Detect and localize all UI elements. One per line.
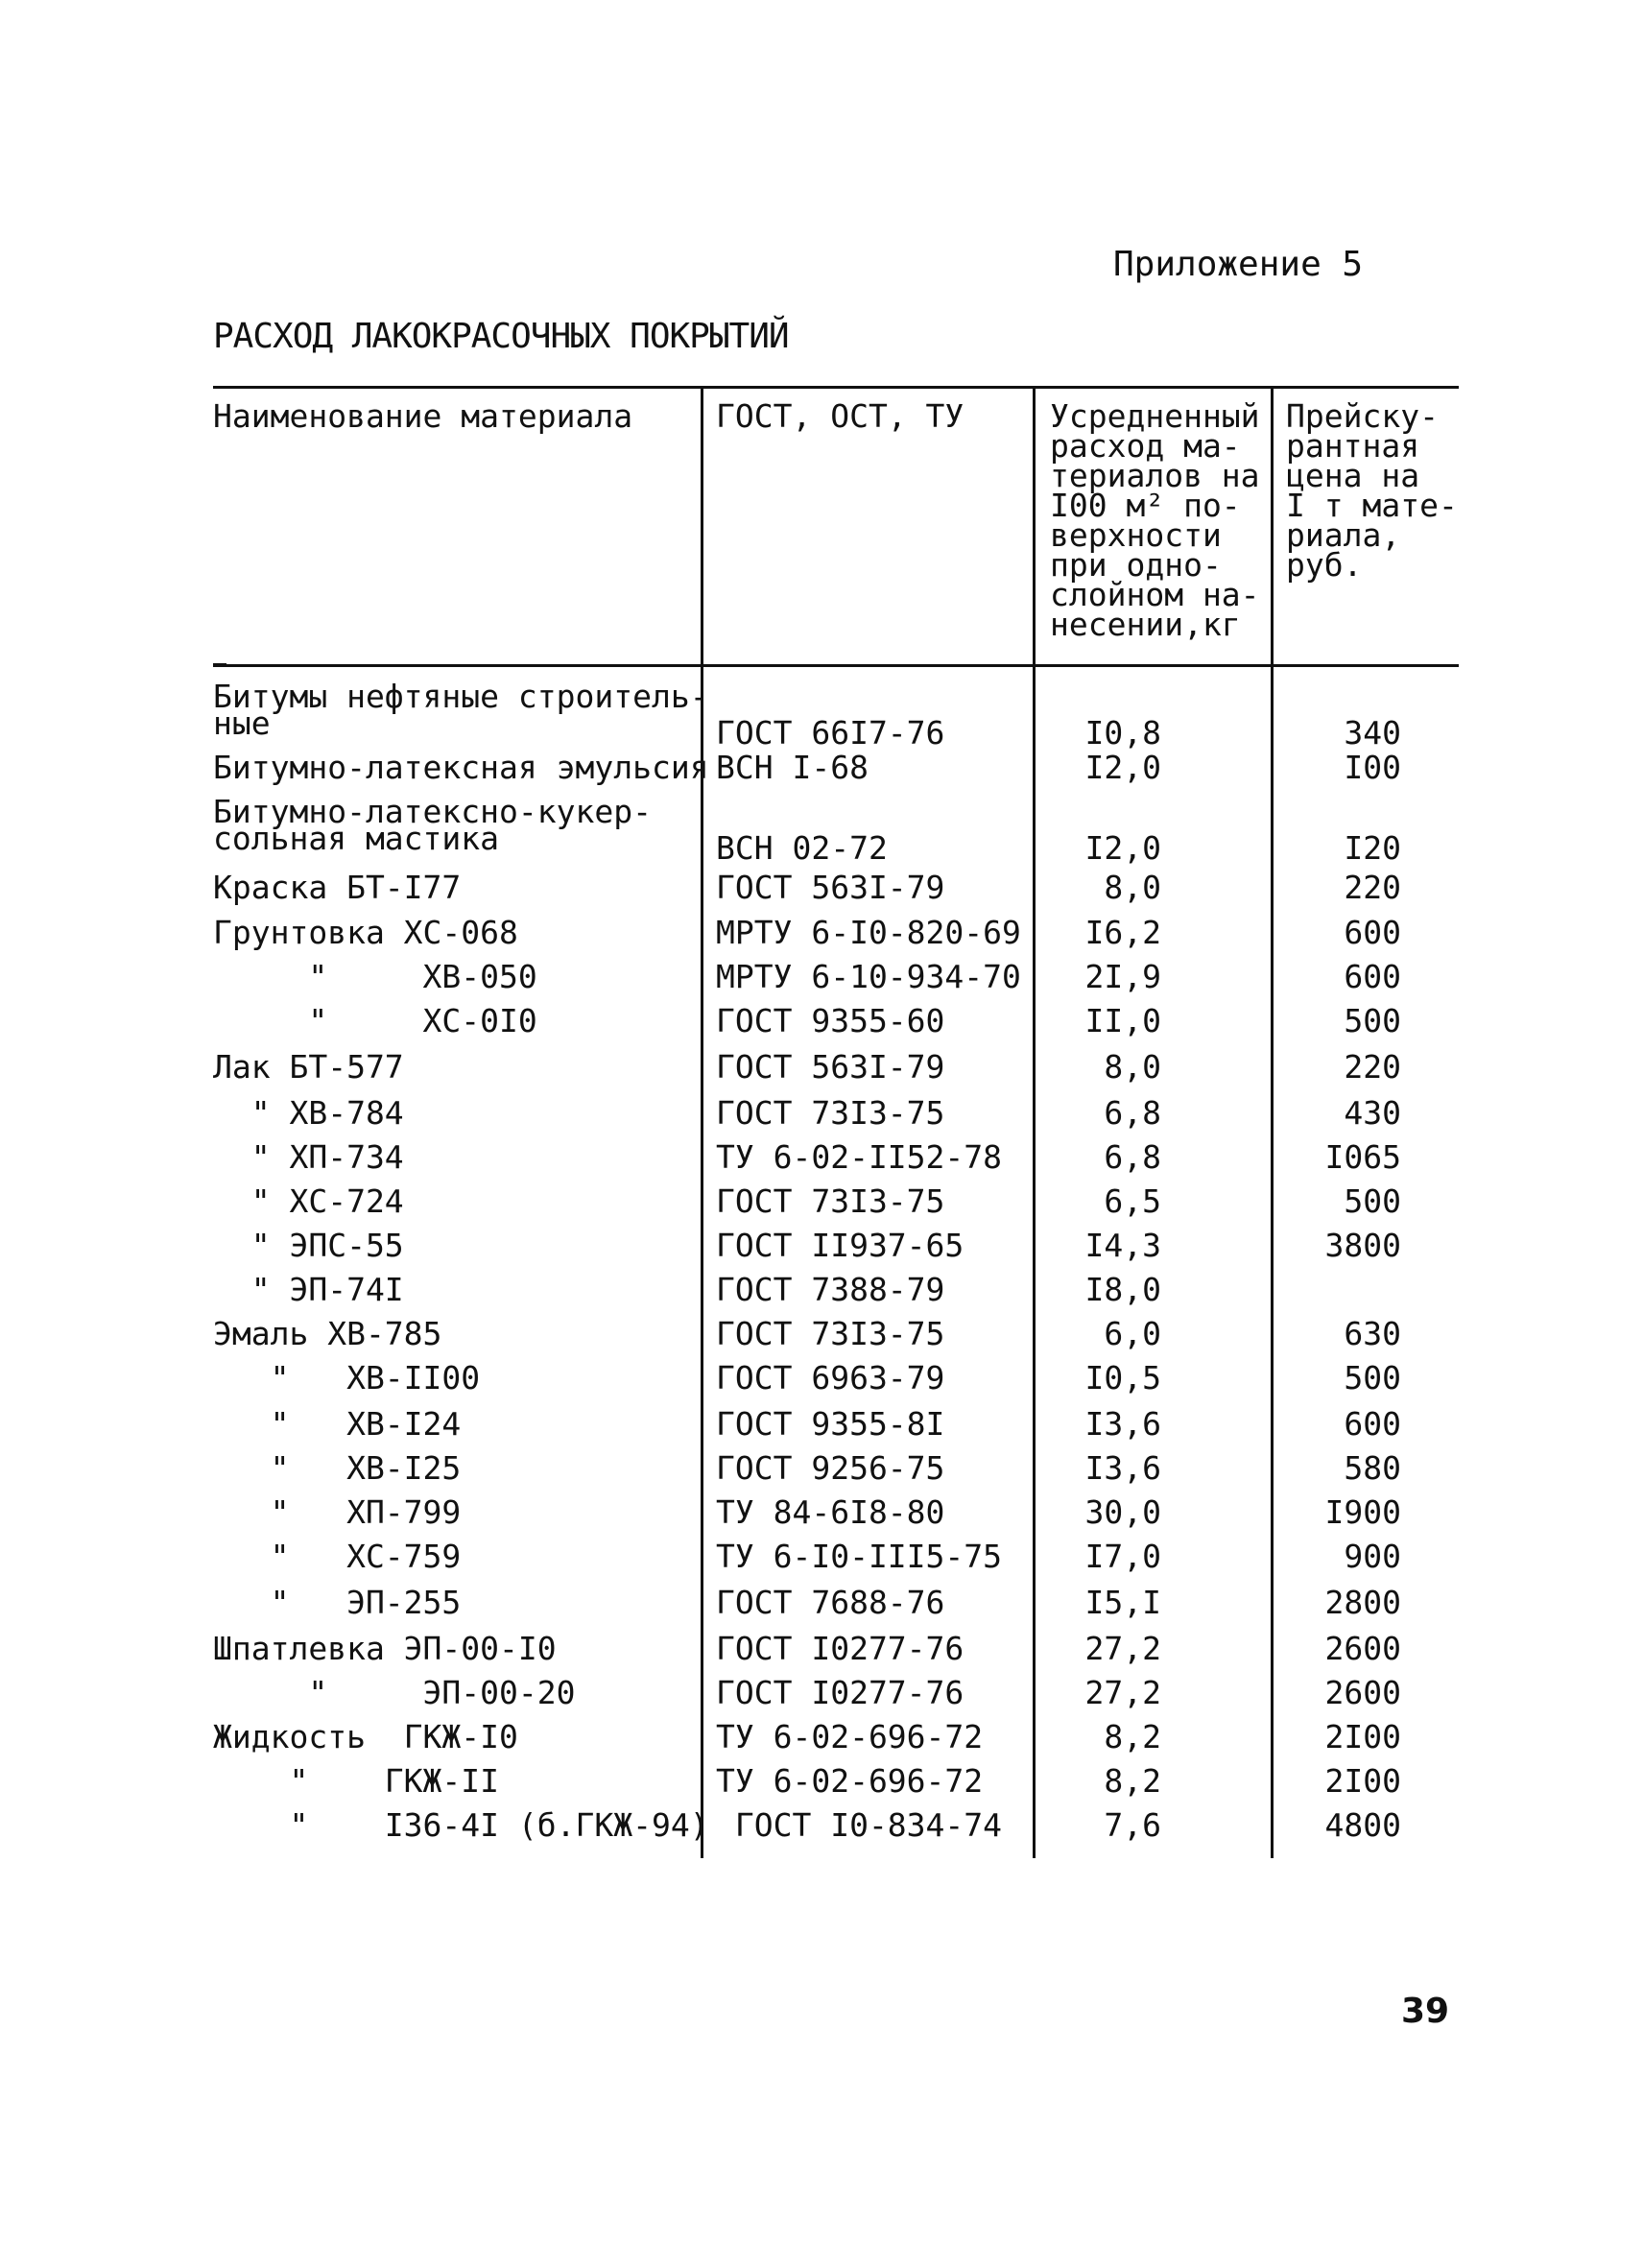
material-name: " I36-4I (б.ГКЖ-94)	[213, 1806, 709, 1844]
material-consumption: I3,6	[1084, 1405, 1161, 1443]
material-name: " ХП-799	[213, 1493, 462, 1531]
header-name: Наименование материала	[213, 397, 633, 435]
header-price: Прейску- рантная цена на I т мате- риала, руб.	[1286, 397, 1458, 584]
material-price: I900	[1324, 1493, 1401, 1531]
material-price: 2I00	[1324, 1718, 1401, 1755]
material-price: 2I00	[1324, 1762, 1401, 1800]
material-name: Битумы нефтяные строитель- ные	[213, 678, 709, 742]
material-standard: ГОСТ 9355-8I	[716, 1405, 945, 1443]
material-consumption: I7,0	[1084, 1538, 1161, 1575]
material-name: " ХС-724	[213, 1182, 404, 1220]
material-price: 2600	[1324, 1630, 1401, 1667]
material-consumption: 8,0	[1104, 1048, 1161, 1086]
material-price: 2800	[1324, 1584, 1401, 1621]
material-consumption: 30,0	[1084, 1493, 1161, 1531]
material-standard: ГОСТ I0277-76	[716, 1630, 964, 1667]
material-consumption: II,0	[1084, 1002, 1161, 1039]
material-consumption: 8,2	[1104, 1762, 1161, 1800]
material-price: 600	[1344, 958, 1401, 995]
material-name: " ХВ-I25	[213, 1449, 462, 1487]
material-standard: ГОСТ I0-834-74	[716, 1806, 1003, 1844]
material-name: " ХВ-II00	[213, 1359, 481, 1397]
material-consumption: 27,2	[1084, 1674, 1161, 1711]
material-name: " ГКЖ-II	[213, 1762, 500, 1800]
material-price: 220	[1344, 1048, 1401, 1086]
material-price: 4800	[1324, 1806, 1401, 1844]
material-name: Битумно-латексно-кукер- сольная мастика	[213, 793, 652, 857]
material-name: Жидкость ГКЖ-I0	[213, 1718, 518, 1755]
material-consumption: 6,8	[1104, 1138, 1161, 1176]
material-name: Эмаль ХВ-785	[213, 1315, 442, 1352]
material-name: " ЭПС-55	[213, 1227, 404, 1264]
material-standard: ВСН I-68	[716, 749, 869, 786]
material-standard: ТУ 84-6I8-80	[716, 1493, 945, 1531]
material-consumption: 27,2	[1084, 1630, 1161, 1667]
document-title: РАСХОД ЛАКОКРАСОЧНЫХ ПОКРЫТИЙ	[213, 317, 789, 356]
material-price: I00	[1344, 749, 1401, 786]
material-consumption: I8,0	[1084, 1271, 1161, 1308]
material-standard: ТУ 6-02-696-72	[716, 1762, 984, 1800]
column-divider-1	[701, 386, 703, 1858]
material-standard: ГОСТ 73I3-75	[716, 1182, 945, 1220]
material-standard: ГОСТ 7388-79	[716, 1271, 945, 1308]
material-standard: ГОСТ 73I3-75	[716, 1315, 945, 1352]
material-price: 900	[1344, 1538, 1401, 1575]
material-price: 580	[1344, 1449, 1401, 1487]
material-standard: ГОСТ 7688-76	[716, 1584, 945, 1621]
material-price: I065	[1324, 1138, 1401, 1176]
material-standard: ГОСТ 9355-60	[716, 1002, 945, 1039]
appendix-label: Приложение 5	[1113, 245, 1364, 284]
material-consumption: I4,3	[1084, 1227, 1161, 1264]
material-price: I20	[1344, 829, 1401, 867]
material-consumption: 6,5	[1104, 1182, 1161, 1220]
material-name: Грунтовка ХС-068	[213, 914, 518, 951]
material-standard: ГОСТ 563I-79	[716, 1048, 945, 1086]
material-consumption: I2,0	[1084, 749, 1161, 786]
column-divider-2	[1033, 386, 1036, 1858]
material-price: 500	[1344, 1182, 1401, 1220]
material-name: Битумно-латексная эмульсия	[213, 749, 709, 786]
material-name: " ХВ-050	[213, 958, 537, 995]
material-name: " ХВ-784	[213, 1094, 404, 1132]
material-standard: ГОСТ II937-65	[716, 1227, 964, 1264]
header-rule-tick	[213, 663, 226, 667]
material-standard: ТУ 6-02-696-72	[716, 1718, 984, 1755]
material-consumption: 7,6	[1104, 1806, 1161, 1844]
material-consumption: 6,8	[1104, 1094, 1161, 1132]
material-consumption: 8,2	[1104, 1718, 1161, 1755]
material-price: 430	[1344, 1094, 1401, 1132]
material-price: 220	[1344, 869, 1401, 906]
material-consumption: 6,0	[1104, 1315, 1161, 1352]
material-standard: МРТУ 6-10-934-70	[716, 958, 1021, 995]
material-standard: ГОСТ 66I7-76	[716, 714, 945, 752]
material-consumption: I6,2	[1084, 914, 1161, 951]
material-price: 340	[1344, 714, 1401, 752]
material-price: 500	[1344, 1002, 1401, 1039]
material-standard: ГОСТ 9256-75	[716, 1449, 945, 1487]
material-standard: ВСН 02-72	[716, 829, 888, 867]
material-name: " ХВ-I24	[213, 1405, 462, 1443]
material-standard: ТУ 6-I0-III5-75	[716, 1538, 1003, 1575]
material-standard: МРТУ 6-I0-820-69	[716, 914, 1021, 951]
material-standard: ГОСТ I0277-76	[716, 1674, 964, 1711]
header-consumption: Усредненный расход ма- териалов на I00 м² по- верхности при одно- слойном на- несении,кг	[1050, 397, 1260, 643]
material-standard: ГОСТ 73I3-75	[716, 1094, 945, 1132]
material-name: " ЭП-00-20	[213, 1674, 576, 1711]
material-consumption: I2,0	[1084, 829, 1161, 867]
material-name: " ХС-0I0	[213, 1002, 537, 1039]
material-name: Шпатлевка ЭП-00-I0	[213, 1630, 557, 1667]
material-consumption: I0,8	[1084, 714, 1161, 752]
material-name: " ЭП-74I	[213, 1271, 404, 1308]
material-price: 600	[1344, 1405, 1401, 1443]
material-price: 3800	[1324, 1227, 1401, 1264]
material-price: 2600	[1324, 1674, 1401, 1711]
material-price: 500	[1344, 1359, 1401, 1397]
page-number: 39	[1401, 1992, 1450, 2031]
material-standard: ТУ 6-02-II52-78	[716, 1138, 1003, 1176]
material-standard: ГОСТ 563I-79	[716, 869, 945, 906]
material-name: " ЭП-255	[213, 1584, 462, 1621]
material-name: Лак БТ-577	[213, 1048, 404, 1086]
material-standard: ГОСТ 6963-79	[716, 1359, 945, 1397]
material-consumption: 2I,9	[1084, 958, 1161, 995]
material-consumption: I5,I	[1084, 1584, 1161, 1621]
material-price: 600	[1344, 914, 1401, 951]
material-name: Краска БТ-I77	[213, 869, 462, 906]
material-consumption: 8,0	[1104, 869, 1161, 906]
material-consumption: I0,5	[1084, 1359, 1161, 1397]
material-price: 630	[1344, 1315, 1401, 1352]
material-consumption: I3,6	[1084, 1449, 1161, 1487]
material-name: " ХС-759	[213, 1538, 462, 1575]
material-name: " ХП-734	[213, 1138, 404, 1176]
header-standard: ГОСТ, ОСТ, ТУ	[716, 397, 964, 435]
column-divider-3	[1271, 386, 1274, 1858]
